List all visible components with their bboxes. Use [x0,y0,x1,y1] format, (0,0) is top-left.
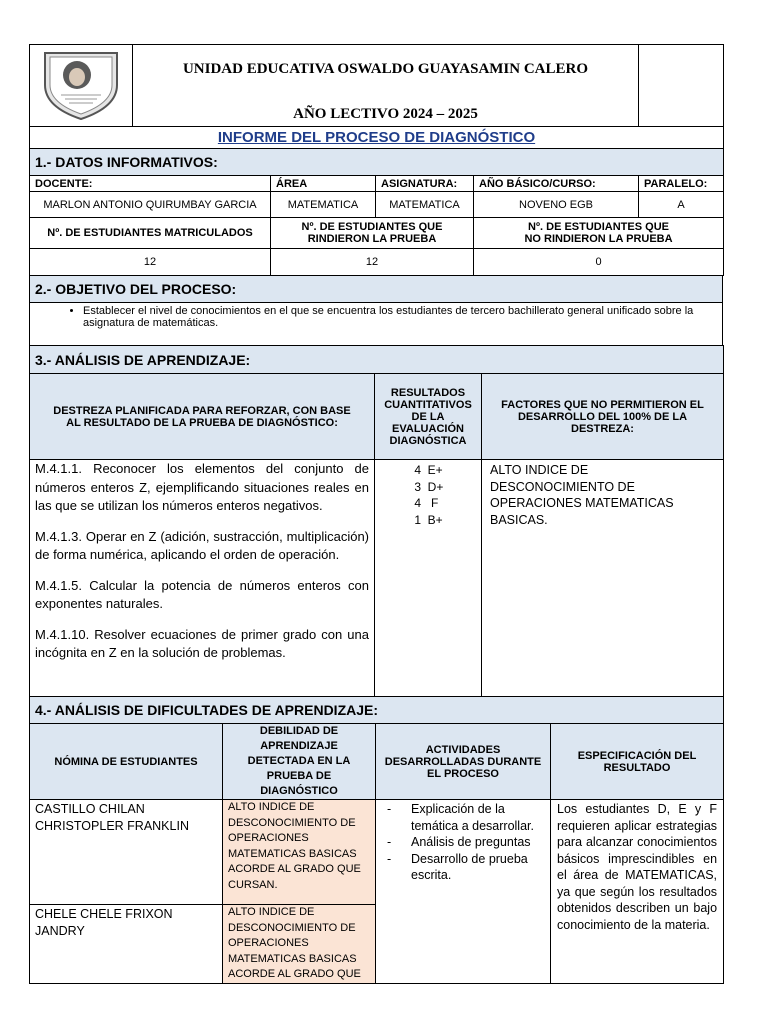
activities-list [381,801,545,884]
section4-title: 4.- ANÁLISIS DE DIFICULTADES DE APRENDIZAJE: [30,697,724,724]
destreza-item: M.4.1.5. Calcular la potencia de números enteros con exponentes naturales. [35,577,369,611]
label-docente: DOCENTE: [30,176,271,192]
report-page [29,44,723,984]
label-matriculados: Nº. DE ESTUDIANTES MATRICULADOS [30,218,271,249]
value-paralelo: A [639,192,724,218]
header-debilidad: DEBILIDAD DE APRENDIZAJE DETECTADA EN LA PRUEBA DE DIAGNÓSTICO [223,724,376,800]
header-destreza: DESTREZA PLANIFICADA PARA REFORZAR, CON BASE AL RESULTADO DE LA PRUEBA DE DIAGNÓSTICO: [30,374,375,460]
school-header [133,45,639,127]
header-factores: FACTORES QUE NO PERMITIERON EL DESARROLLO DEL 100% DE LA DESTREZA: [482,374,724,460]
header-nomina: NÓMINA DE ESTUDIANTES [30,724,223,800]
activity-item: - Análisis de preguntas [411,834,545,851]
destreza-item: M.4.1.10. Resolver ecuaciones de primer grado con una incógnita en Z en la solución de problemas. [35,626,369,660]
specification-cell: Los estudiantes D, E y F requieren aplicar estrategias para alcanzar conocimientos básicos imprescindibles en el área de MATEMATICAS, ya que según los resultados obtenidos describen un bajo conocimiento de la materia. [551,800,724,984]
report-title-cell [30,127,724,149]
destreza-item: M.4.1.3. Operar en Z (adición, sustracción, multiplicación) de forma numérica, aplicando el orden de operación. [35,528,369,562]
objective-cell [30,303,723,346]
activity-item: - Explicación de la temática a desarrollar. [411,801,545,834]
student-name: CHELE CHELE FRIXON JANDRY [30,905,223,984]
label-asignatura: ASIGNATURA: [376,176,474,192]
header-resultados: RESULTADOS CUANTITATIVOS DE LA EVALUACIÓN DIAGNÓSTICA [375,374,482,460]
school-shield-icon [39,45,123,121]
section3-title: 3.- ANÁLISIS DE APRENDIZAJE: [30,346,724,374]
results-list [405,462,445,528]
header-actividades: ACTIVIDADES DESARROLLADAS DURANTE EL PROCESO [376,724,551,800]
objective-list [35,305,717,329]
student-weakness: ALTO INDICE DE DESCONOCIMIENTO DE OPERACIONES MATEMATICAS BASICAS ACORDE AL GRADO QUE CURSAN. [223,800,376,905]
result-row: 4 E+ [414,463,443,477]
section1-title: 1.- DATOS INFORMATIVOS: [30,149,724,176]
student-weakness: ALTO INDICE DE DESCONOCIMIENTO DE OPERACIONES MATEMATICAS BASICAS ACORDE AL GRADO QUE [223,905,376,984]
destreza-item: M.4.1.1. Reconocer los elementos del conjunto de números enteros Z, ejemplificando situaciones reales en las que se utilizan los números enteros negativos. [35,461,369,513]
label-paralelo: PARALELO: [639,176,724,192]
activity-item: - Desarrollo de prueba escrita. [411,851,545,884]
label-anio: AÑO BÁSICO/CURSO: [474,176,639,192]
results-cell [375,460,482,697]
report-title: INFORME DEL PROCESO DE DIAGNÓSTICO [217,128,536,146]
section2-title: 2.- OBJETIVO DEL PROCESO: [30,276,723,303]
school-logo [30,45,133,127]
activities-cell [376,800,551,984]
count-matriculados: 12 [30,249,271,276]
label-no-rindieron: Nº. DE ESTUDIANTES QUE NO RINDIERON LA PRUEBA [474,218,724,249]
count-no-rindieron: 0 [474,249,724,276]
value-asignatura: MATEMATICA [376,192,474,218]
header-especificacion: ESPECIFICACIÓN DEL RESULTADO [551,724,724,800]
value-anio: NOVENO EGB [474,192,639,218]
value-docente: MARLON ANTONIO QUIRUMBAY GARCIA [30,192,271,218]
student-name: CASTILLO CHILAN CHRISTOPLER FRANKLIN [30,800,223,905]
school-name: UNIDAD EDUCATIVA OSWALDO GUAYASAMIN CALERO [182,61,589,77]
header-empty-cell [639,45,724,127]
result-row: 1 B+ [414,512,443,527]
section1-table [29,148,724,276]
count-rindieron: 12 [271,249,474,276]
objective-item: • Establecer el nivel de conocimientos en el que se encuentra los estudiantes de tercero bachillerato general unificado sobre la asignatura de matemáticas. [83,305,717,329]
label-rindieron: Nº. DE ESTUDIANTES QUE RINDIERON LA PRUEBA [271,218,474,249]
factores-cell: ALTO INDICE DE DESCONOCIMIENTO DE OPERACIONES MATEMATICAS BASICAS. [482,460,724,697]
destrezas-cell [30,460,375,697]
header-table [29,44,724,149]
school-year: AÑO LECTIVO 2024 – 2025 [293,106,478,122]
section4-table [29,696,724,984]
label-area: ÁREA [271,176,376,192]
result-row: 4 F [414,496,439,510]
section2-table [29,275,723,346]
section3-table [29,345,724,697]
result-row: 3 D+ [414,479,444,494]
value-area: MATEMATICA [271,192,376,218]
